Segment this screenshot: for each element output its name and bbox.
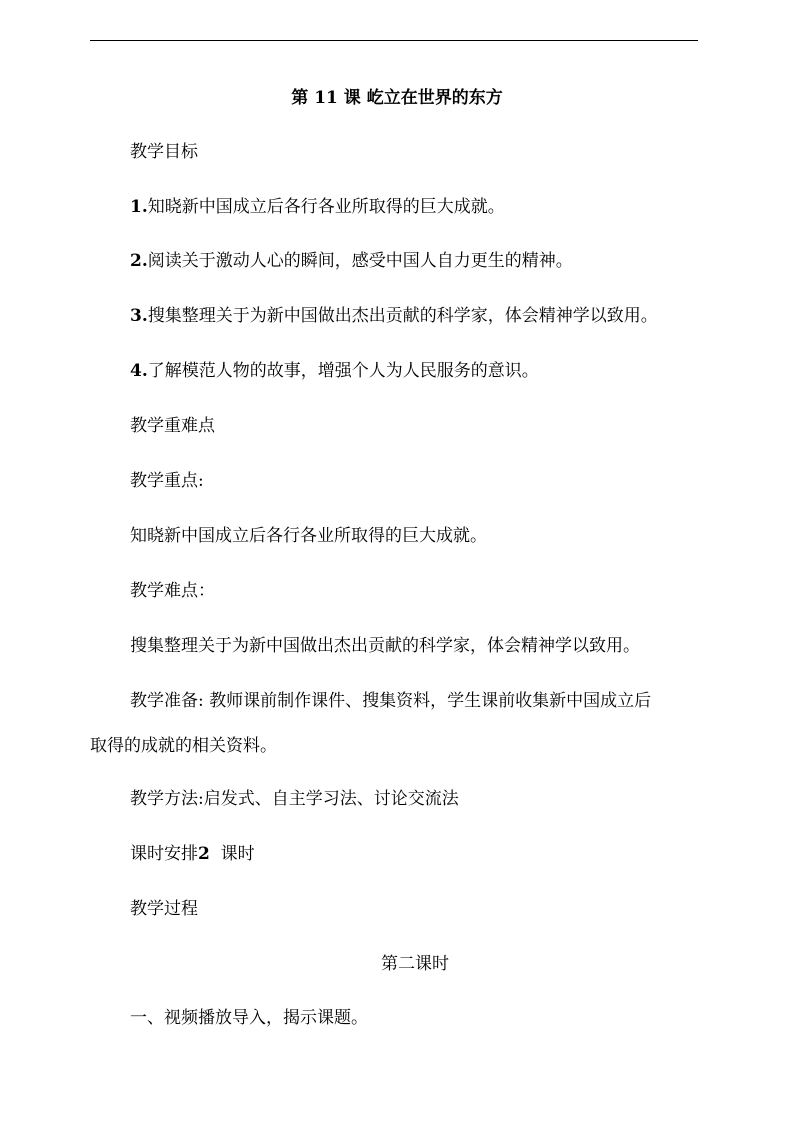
- objective-text: 阅读关于激动人心的瞬间，感受中国人自力更生的精神。: [147, 251, 573, 271]
- key-difficult-heading: 教学重难点: [130, 416, 215, 436]
- objectives-heading: 教学目标: [130, 142, 198, 162]
- key-points-text: 知晓新中国成立后各行各业所取得的巨大成就。: [130, 526, 487, 546]
- difficult-points-text: 搜集整理关于为新中国做出杰出贡献的科学家，体会精神学以致用。: [130, 636, 640, 656]
- objective-number: 4.: [130, 361, 148, 381]
- objective-number: 2.: [130, 251, 148, 271]
- difficult-points-heading: 教学难点：: [130, 581, 215, 601]
- objective-text: 搜集整理关于为新中国做出杰出贡献的科学家，体会精神学以致用。: [147, 306, 658, 326]
- header-rule: [90, 40, 698, 41]
- objective-text: 知晓新中国成立后各行各业所取得的巨大成就。: [147, 197, 505, 217]
- teaching-methods: 教学方法:启发式、自主学习法、讨论交流法: [130, 789, 459, 809]
- preparation-line-2: 取得的成就的相关资料。: [90, 736, 277, 756]
- key-points-heading: 教学重点:: [130, 471, 204, 491]
- schedule-prefix: 课时安排: [130, 844, 198, 864]
- process-heading: 教学过程: [130, 899, 198, 919]
- schedule-number: 2: [198, 844, 210, 864]
- section-one-heading: 一、视频播放导入，揭示课题。: [130, 1008, 368, 1028]
- objective-number: 1.: [130, 197, 148, 217]
- preparation-line-1: 教学准备: 教师课前制作课件、搜集资料，学生课前收集新中国成立后: [130, 691, 652, 711]
- objective-number: 3.: [130, 306, 148, 326]
- objective-item-3: [130, 305, 658, 327]
- class-schedule: [130, 843, 255, 865]
- lesson-heading: 第二课时: [381, 954, 449, 974]
- schedule-suffix: 课时: [209, 844, 255, 864]
- objective-text: 了解模范人物的故事，增强个人为人民服务的意识。: [147, 361, 539, 381]
- objective-item-1: [130, 196, 505, 218]
- page-title: 第 11 课 屹立在世界的东方: [291, 88, 503, 108]
- objective-item-4: [130, 360, 539, 382]
- objective-item-2: [130, 250, 573, 272]
